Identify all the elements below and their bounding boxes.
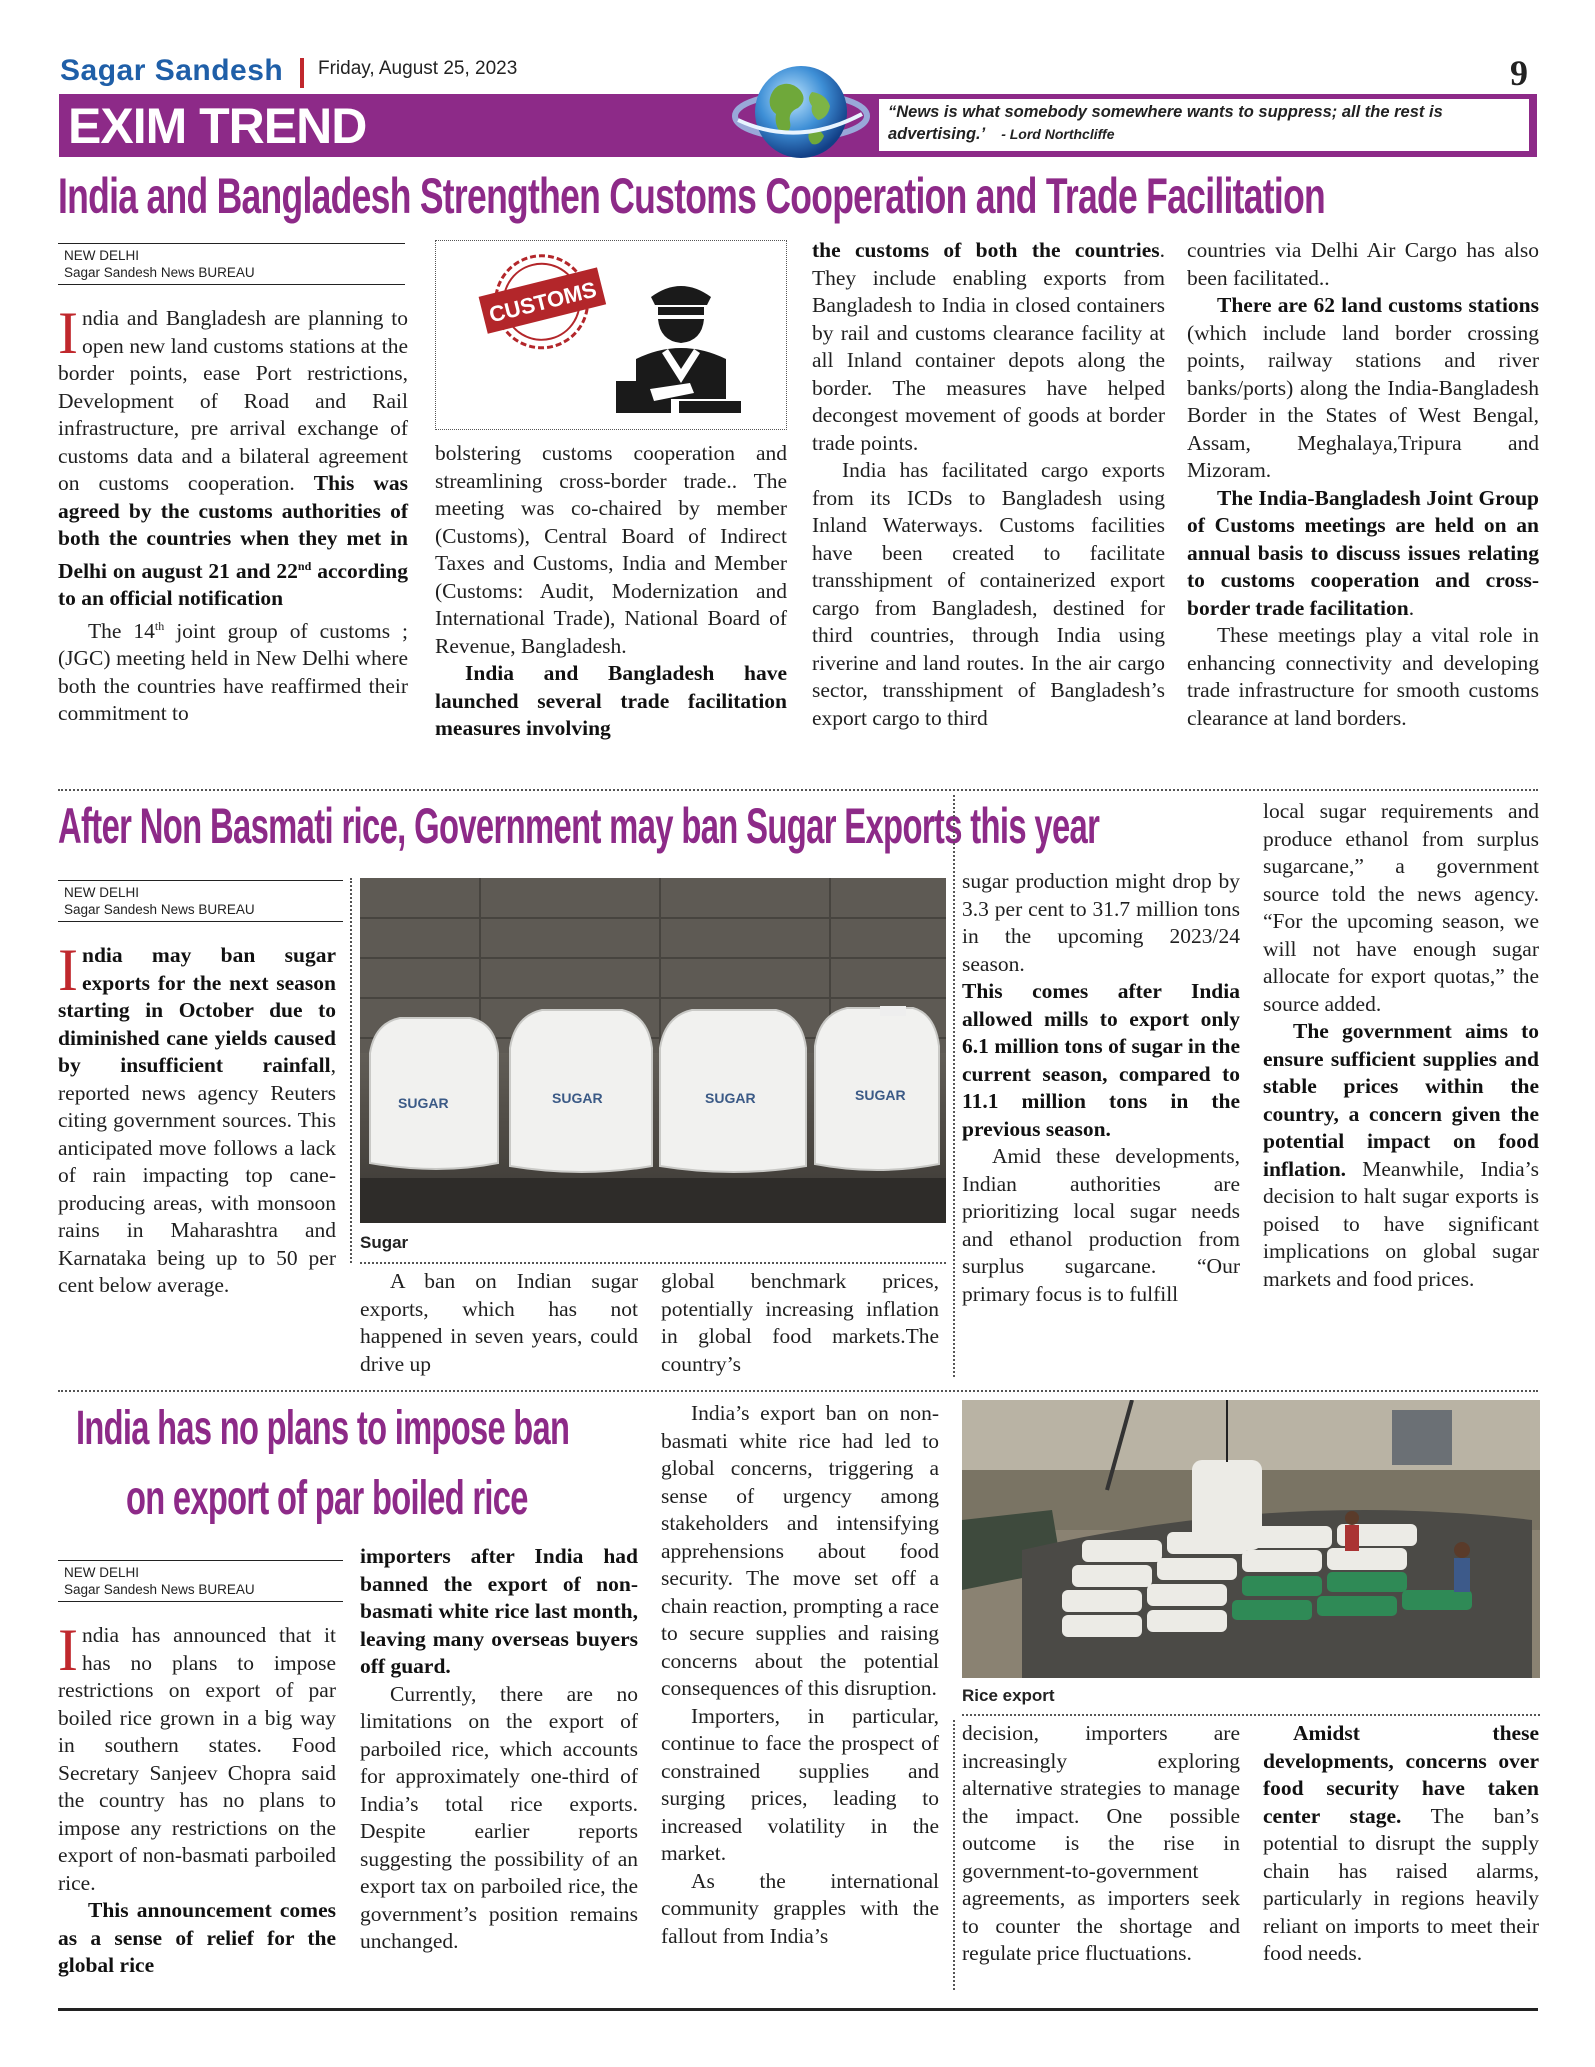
article2-text: sugar production might drop by 3.3 per cent to 31.7 million tons in the upcoming 2023/24 season. [962, 869, 1240, 976]
article1-col4: countries via Delhi Air Cargo has also been facilitated.. There are 62 land customs stations (which include land border crossing points, railway stations and river banks/ports) along the India-Bangladesh Border in the States of West Bengal, Assam, Meghalaya,Tripura and Mizoram. The India-Bangladesh Joint Group of Customs meetings are held on an annual basis to discuss issues relating to customs cooperation and cross-border trade facilitation. These meetings play a vital role in enhancing connectivity and developing trade infrastructure for smooth customs clearance at land borders. [1187, 237, 1539, 732]
article1-text: The India-Bangladesh Joint Group of Customs meetings are held on an annual basis to discuss issues relating to customs cooperation and cross-border trade facilitation [1187, 485, 1539, 620]
masthead-quote [888, 101, 1518, 145]
rice-export-photo [962, 1400, 1540, 1678]
sugar-photo [360, 878, 946, 1223]
article2-dropcap: I [58, 937, 78, 1003]
article2-text: A ban on Indian sugar exports, which has not happened in seven years, could drive up [360, 1269, 638, 1376]
article2-text: Meanwhile, India’s decision to halt sugar exports is poised to have significant implications on global sugar markets and food prices. [1263, 1156, 1539, 1291]
article2-col1 [58, 937, 336, 1300]
article1-text: India and Bangladesh have launched several trade facilitation measures involving [435, 661, 787, 740]
article1-byline [58, 243, 405, 285]
article1-text: These meetings play a vital role in enhancing connectivity and developing trade infrastructure for smooth customs clearance at land borders. [1187, 623, 1539, 730]
article3-text: Importers, in particular, continue to face the prospect of constrained supplies and surging prices, leading to increased volatility in the market. [661, 1703, 939, 1865]
customs-illustration [435, 240, 787, 430]
article3-text: The ban’s potential to disrupt the supply chain has raised alarms, particularly in regions heavily reliant on imports to meet their food needs. [1263, 1803, 1539, 1965]
article1-text: This was agreed by the customs authorities of both the countries when they met in Delhi on august 21 and 22nd according to an official notification [58, 471, 408, 611]
article1-bureau: Sagar Sandesh News BUREAU [64, 265, 255, 280]
article1-text: joint group of customs ;(JGC) meeting held in New Delhi where both the countries have reaffirmed their commitment to [58, 618, 408, 726]
article2-col4 [962, 868, 1240, 1308]
sugar-bag-label: SUGAR [855, 1087, 906, 1103]
article2-text: local sugar requirements and produce ethanol from surplus sugarcane,” a government source told the news agency. “For the upcoming season, we will not have enough sugar allocate for export quotas,” the source added. [1263, 799, 1539, 1016]
article1-text: India has facilitated cargo exports from its ICDs to Bangladesh using Inland Waterways. Customs facilities have been created to facilitate transshipment of containerized export cargo from Bangladesh, destined for third countries, through India using riverine and land routes. In the air cargo sector, transshipment of Bangladesh’s export cargo to third [812, 458, 1165, 730]
article2-text: global benchmark prices, potentially increasing inflation in global food markets.The country’s [661, 1269, 939, 1376]
article3-byline [58, 1560, 343, 1602]
article3-headline-line2: on export of par boiled rice [126, 1472, 528, 1525]
article2-text: Amid these developments, Indian authorities are prioritizing local sugar needs and ethanol production from surplus sugarcane. “Our primary focus is to fulfill [962, 1144, 1240, 1306]
sugar-bag-label: SUGAR [705, 1090, 756, 1106]
sugar-bag-label: SUGAR [552, 1090, 603, 1106]
column-rule [953, 1720, 955, 1990]
column-rule [350, 878, 352, 1263]
page-footer-rule [58, 2008, 1538, 2011]
article1-text: . They include enabling exports from Bangladesh to India in closed containers by rail and customs clearance facility at all Inland container depots along the border. The measures have helped decongest movement of goods at border trade points. [812, 238, 1165, 455]
issue-date: Friday, August 25, 2023 [318, 58, 518, 79]
article2-text: ndia may ban sugar exports for the next season starting in October due to diminished cane yields caused by insufficient rainfall [58, 943, 336, 1077]
article3-text: Currently, there are no limitations on the export of parboiled rice, which accounts for approximately one-third of India’s total rice exports. Despite earlier reports suggesting the possibility of an export tax on parboiled rice, the government’s position remains unchanged. [360, 1681, 638, 1953]
article3-headline-line1: India has no plans to impose ban [76, 1402, 570, 1455]
article2-text: This comes after India allowed mills to export only 6.1 million tons of sugar in the current season, compared to 11.1 million tons in the previous season. [962, 979, 1240, 1141]
article2-dateline: NEW DELHI [64, 885, 140, 900]
article3-text: As the international community grapples with the fallout from India’s [661, 1868, 939, 1948]
article2-col3 [661, 1268, 939, 1378]
article-divider [58, 1390, 1538, 1392]
article1-text: the customs of both the countries [812, 238, 1160, 262]
article1-text: There are 62 land customs stations [1217, 293, 1539, 317]
article2-col2 [360, 1268, 638, 1378]
article2-byline [58, 880, 343, 922]
page-number: 9 [1510, 53, 1528, 93]
article1-dateline: NEW DELHI [64, 248, 140, 263]
sugar-bag-label: SUGAR [398, 1095, 449, 1111]
article3-text: decision, importers are increasingly exploring alternative strategies to manage the impact. One possible outcome is the rise in government-to-government agreements, as importers seek to counter the shortage and regulate price fluctuations. [962, 1721, 1240, 1965]
article1-headline: India and Bangladesh Strengthen Customs Cooperation and Trade Facilitation [58, 168, 1326, 224]
article1-text: The 14 [88, 618, 155, 643]
rice-export-caption: Rice export [962, 1686, 1055, 1705]
masthead-divider [300, 58, 304, 88]
article1-col3 [812, 237, 1165, 732]
article3-dropcap: I [58, 1617, 78, 1683]
column-rule [953, 795, 955, 1377]
article1-col1: India and Bangladesh are planning to open new land customs stations at the border points, ease Port restrictions, Development of Road and Rail infrastructure, pre arrival exchange of customs data and a bilateral agreement on customs cooperation. This was agreed by the customs authorities of both the countries when they met in Delhi on august 21 and 22nd according to an official notification The 14th joint group of customs ;(JGC) meeting held in New Delhi where both the countries have reaffirmed their commitment to [58, 300, 408, 726]
article3-bureau: Sagar Sandesh News BUREAU [64, 1582, 255, 1597]
article3-text: ndia has announced that it has no plans to impose restrictions on export of par boiled rice grown in a big way in southern states. Food Secretary Sanjeev Chopra said the country has no plans to impose any restrictions on the export of non-basmati parboiled rice. [58, 1623, 336, 1895]
article1-text: (which include land border crossing points, railway stations and river banks/ports) along the India-Bangladesh Border in the States of West Bengal, Assam, Meghalaya,Tripura and Mizoram. [1187, 320, 1539, 482]
article3-dateline: NEW DELHI [64, 1565, 140, 1580]
article2-text: The government aims to ensure sufficient supplies and stable prices within the country, a concern given the potential impact on food inflation. [1263, 1019, 1539, 1181]
article3-text: India’s export ban on non-basmati white rice had led to global concerns, triggering a sense of urgency among stakeholders and intensifying apprehensions about food security. The move set off a chain reaction, prompting a race to secure supplies and raising concerns about the potential consequences of this disruption. [661, 1401, 939, 1700]
brand-name: Sagar Sandesh [60, 54, 284, 87]
caption-rule [360, 1262, 946, 1264]
article2-headline: After Non Basmati rice, Government may ban Sugar Exports this year [58, 798, 1100, 854]
article3-col1 [58, 1617, 336, 1980]
customs-stamp-text: CUSTOMS [486, 276, 599, 328]
customs-stamp-icon [436, 241, 788, 431]
article2-col5 [1263, 798, 1539, 1293]
article3-text: importers after India had banned the export of non-basmati white rice last month, leaving many overseas buyers off guard. [360, 1544, 638, 1678]
article1-text: countries via Delhi Air Cargo has also been facilitated.. [1187, 238, 1539, 290]
article3-col3 [661, 1400, 939, 1950]
section-title: EXIM TREND [68, 98, 367, 154]
caption-rule [962, 1714, 1540, 1716]
article2-bureau: Sagar Sandesh News BUREAU [64, 902, 255, 917]
article1-col2 [435, 440, 787, 743]
globe-icon [728, 58, 873, 170]
article3-col2 [360, 1543, 638, 1956]
article3-text: This announcement comes as a sense of relief for the global rice [58, 1898, 336, 1977]
quote-author: - Lord Northcliffe [1001, 126, 1115, 142]
sugar-caption: Sugar [360, 1233, 409, 1252]
article1-text: bolstering customs cooperation and streamlining cross-border trade.. The meeting was co-chaired by member (Customs), Central Board of Indirect Taxes and Customs, India and Member (Customs: Audit, Modernization and International Trade), National Board of Revenue, Bangladesh. [435, 441, 787, 658]
article3-col5 [1263, 1720, 1539, 1968]
article-divider [58, 789, 1538, 791]
article1-text: ndia and Bangladesh are planning to open new land customs stations at the border points, ease Port restrictions, Development of Road and Rail infrastructure, pre arrival exchange of customs data and a bilateral agreement on customs cooperation. [58, 306, 408, 495]
article1-dropcap: I [58, 300, 78, 366]
article2-text: , reported news agency Reuters citing government sources. This anticipated move follows a lack of rain impacting top cane-producing areas, with monsoon rains in Maharashtra and Karnataka being up to 50 per cent below average. [58, 1053, 336, 1297]
quote-text: “News is what somebody somewhere wants to suppress; all the rest is advertising.’ [888, 103, 1443, 143]
article3-col4 [962, 1720, 1240, 1968]
article3-text: Amidst these developments, concerns over food security have taken center stage. [1263, 1721, 1539, 1828]
